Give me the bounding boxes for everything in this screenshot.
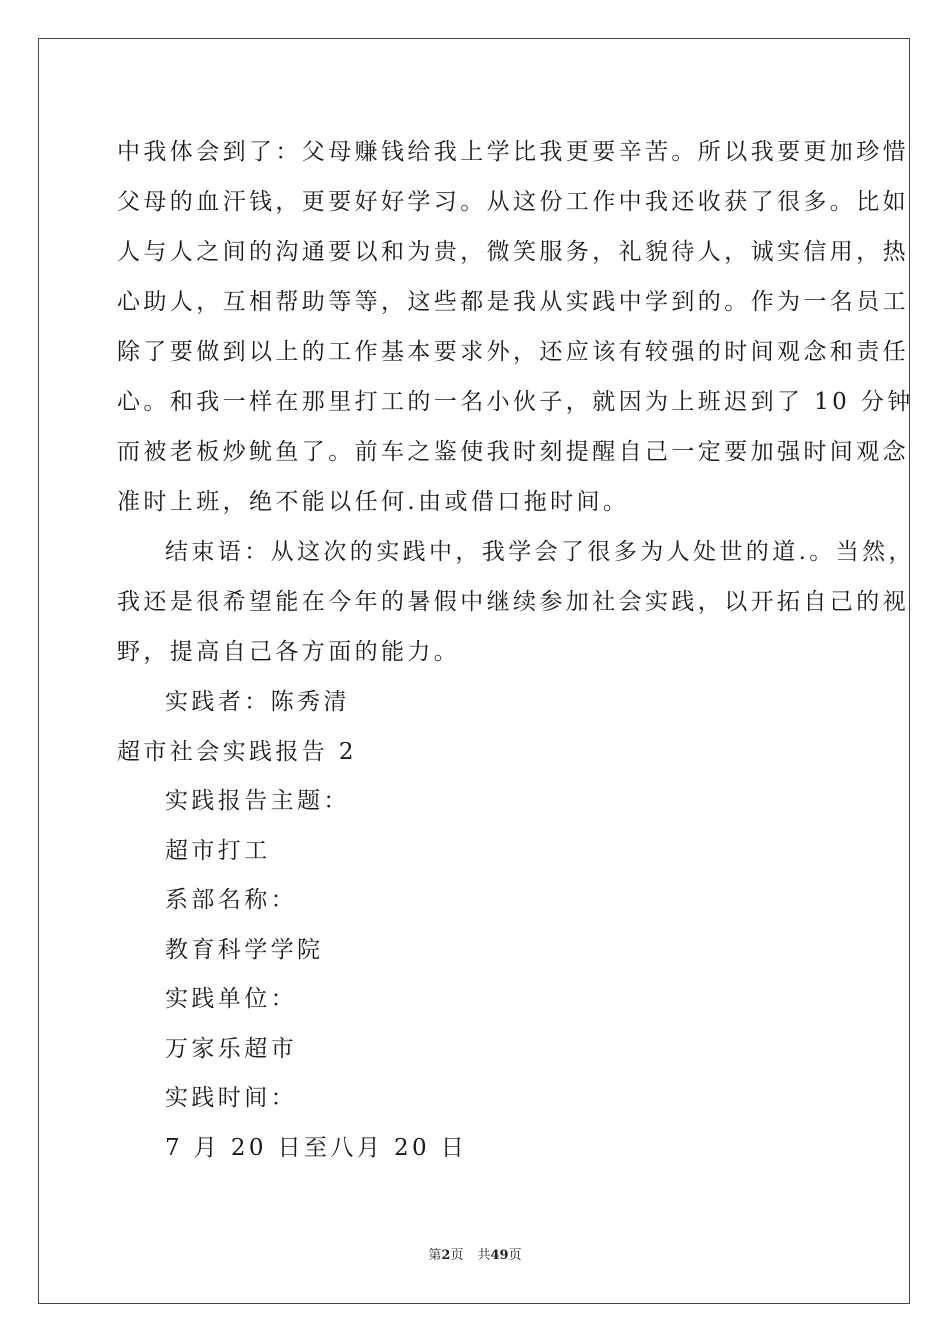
report-fields <box>117 777 835 1173</box>
text-line: 准时上班，绝不能以任何.由或借口拖时间。 <box>117 489 630 515</box>
field-value-department: 教育科学学院 <box>165 936 324 963</box>
text-line: 父母的血汗钱，更要好好学习。从这份工作中我还收获了很多。比如 <box>117 189 909 215</box>
section-title: 超市社会实践报告 2 <box>117 739 357 765</box>
total-suffix: 页 <box>508 1248 522 1263</box>
text-line: 人与人之间的沟通要以和为贵，微笑服务，礼貌待人，诚实信用，热 <box>117 239 909 265</box>
paragraph-conclusion <box>117 527 915 677</box>
document-body <box>117 127 915 1173</box>
page-number: 2 <box>441 1248 451 1263</box>
text-line: 除了要做到以上的工作基本要求外，还应该有较强的时间观念和责任 <box>117 339 909 365</box>
field-label-time: 实践时间： <box>165 1085 297 1111</box>
paragraph-1 <box>117 127 914 527</box>
field-label-department: 系部名称： <box>165 887 297 913</box>
text-line: 我还是很希望能在今年的暑假中继续参加社会实践，以开拓自己的视 <box>117 589 909 615</box>
field-label-topic: 实践报告主题： <box>165 788 350 814</box>
total-pages: 49 <box>490 1248 509 1263</box>
field-value-time: 7 月 20 日至八月 20 日 <box>165 1134 468 1161</box>
practitioner-line: 实践者：陈秀清 <box>165 689 350 715</box>
page-prefix: 第 <box>428 1248 442 1263</box>
text-line: 野，提高自己各方面的能力。 <box>117 639 461 665</box>
field-value-topic: 超市打工 <box>165 837 271 864</box>
page-footer <box>0 1244 950 1263</box>
text-line: 心。和我一样在那里打工的一名小伙子，就因为上班迟到了 10 分钟 <box>117 389 914 415</box>
text-line: 结束语：从这次的实践中，我学会了很多为人处世的道.。当然， <box>165 539 915 565</box>
text-line: 心助人，互相帮助等等，这些都是我从实践中学到的。作为一名员工 <box>117 289 909 315</box>
page-suffix: 页 <box>450 1248 464 1263</box>
total-prefix: 共 <box>477 1248 491 1263</box>
text-line: 而被老板炒鱿鱼了。前车之鉴使我时刻提醒自己一定要加强时间观念 <box>117 439 909 465</box>
field-label-unit: 实践单位： <box>165 986 297 1012</box>
field-value-unit: 万家乐超市 <box>165 1035 297 1062</box>
text-line: 中我体会到了：父母赚钱给我上学比我更要辛苦。所以我要更加珍惜 <box>117 139 909 165</box>
